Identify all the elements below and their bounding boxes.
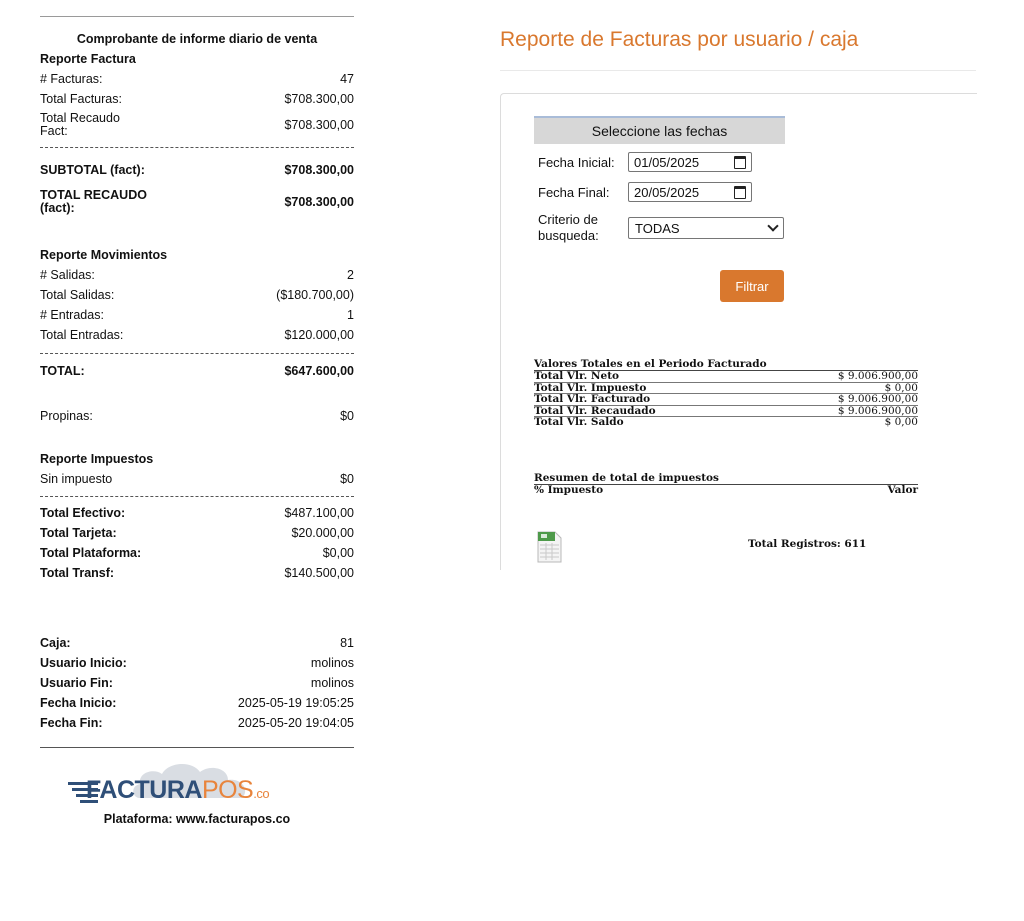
calendar-icon[interactable] [734,186,746,199]
spreadsheet-icon[interactable] [537,531,562,563]
row-entradas-count: # Entradas: 1 [40,308,354,322]
platform-url: Plataforma: www.facturapos.co [103,812,291,826]
row-total: TOTAL: $647.600,00 [40,364,354,378]
row-usuario-fin: Usuario Fin: molinos [40,676,354,690]
row-caja: Caja: 81 [40,636,354,650]
end-date-label: Fecha Final: [538,184,610,200]
logo-text-pos: POS [201,776,254,804]
row-total-facturas: Total Facturas: $708.300,00 [40,92,354,106]
row-payment: Total Tarjeta: $20.000,00 [40,526,354,540]
start-date-input[interactable]: 01/05/2025 [628,152,752,172]
start-date-label: Fecha Inicial: [538,154,615,170]
filter-header: Seleccione las fechas [534,116,785,144]
criteria-label: Criterio de busqueda: [538,212,599,243]
logo-text-factura: FACTURA [86,776,202,804]
table-row: Total Vlr. Recaudado $ 9.006.900,00 [534,404,918,417]
table-row: Total Vlr. Saldo $ 0,00 [534,416,918,428]
top-divider [40,16,354,17]
end-date-row [534,182,785,202]
row-payment: Total Plataforma: $0,00 [40,546,354,560]
table-row: Total Vlr. Impuesto $ 0,00 [534,381,918,394]
row-payment: Total Transf: $140.500,00 [40,566,354,580]
row-facturas-count: # Facturas: 47 [40,72,354,86]
section-reporte-impuestos: Reporte Impuestos [40,452,154,466]
calendar-icon[interactable] [734,156,746,169]
tax-summary-header: Resumen de total de impuestos [534,472,918,485]
chevron-down-icon [767,220,778,231]
receipt-title: Comprobante de informe diario de venta [76,32,318,46]
row-subtotal: SUBTOTAL (fact): $708.300,00 [40,162,354,177]
row-payment: Total Efectivo: $487.100,00 [40,506,354,520]
dashed-divider [40,496,354,497]
row-salidas-count: # Salidas: 2 [40,268,354,282]
criteria-row [534,212,785,244]
table-row: Total Vlr. Neto $ 9.006.900,00 [534,370,918,382]
row-fecha-inicio: Fecha Inicio: 2025-05-19 19:05:25 [40,696,354,710]
section-reporte-movimientos: Reporte Movimientos [40,248,168,262]
logo-text-co: .co [253,786,270,801]
page-title: Reporte de Facturas por usuario / caja [500,28,859,51]
table-row: Total Vlr. Facturado $ 9.006.900,00 [534,393,918,405]
filter-button[interactable]: Filtrar [720,270,784,302]
totals-header: Valores Totales en el Periodo Facturado [534,358,918,371]
totals-table [534,358,918,428]
bottom-divider [40,747,354,748]
title-divider [500,70,976,71]
total-registros: Total Registros: 611 [748,538,867,550]
row-total-recaudo-fact: Total Recaudo Fact: $708.300,00 [40,111,354,138]
payments-list [40,503,354,583]
tax-summary-columns [534,485,918,496]
row-propinas: Propinas: $0 [40,409,354,423]
start-date-row [534,152,785,172]
row-salidas-total: Total Salidas: ($180.700,00) [40,288,354,302]
row-fecha-fin: Fecha Fin: 2025-05-20 19:04:05 [40,716,354,730]
row-usuario-inicio: Usuario Inicio: molinos [40,656,354,670]
facturapos-logo [40,760,354,810]
dashed-divider [40,147,354,148]
row-entradas-total: Total Entradas: $120.000,00 [40,328,354,342]
session-info [40,633,354,733]
section-reporte-factura: Reporte Factura [40,52,136,66]
sales-receipt [40,16,354,826]
column-valor: Valor [887,484,918,496]
criteria-select[interactable]: TODAS [628,217,784,239]
tax-summary-table [534,472,918,496]
row-total-recaudo: TOTAL RECAUDO (fact): $708.300,00 [40,188,354,215]
column-impuesto: % Impuesto [534,484,604,496]
end-date-input[interactable]: 20/05/2025 [628,182,752,202]
row-sin-impuesto: Sin impuesto $0 [40,472,354,486]
date-filter-form [534,116,785,244]
